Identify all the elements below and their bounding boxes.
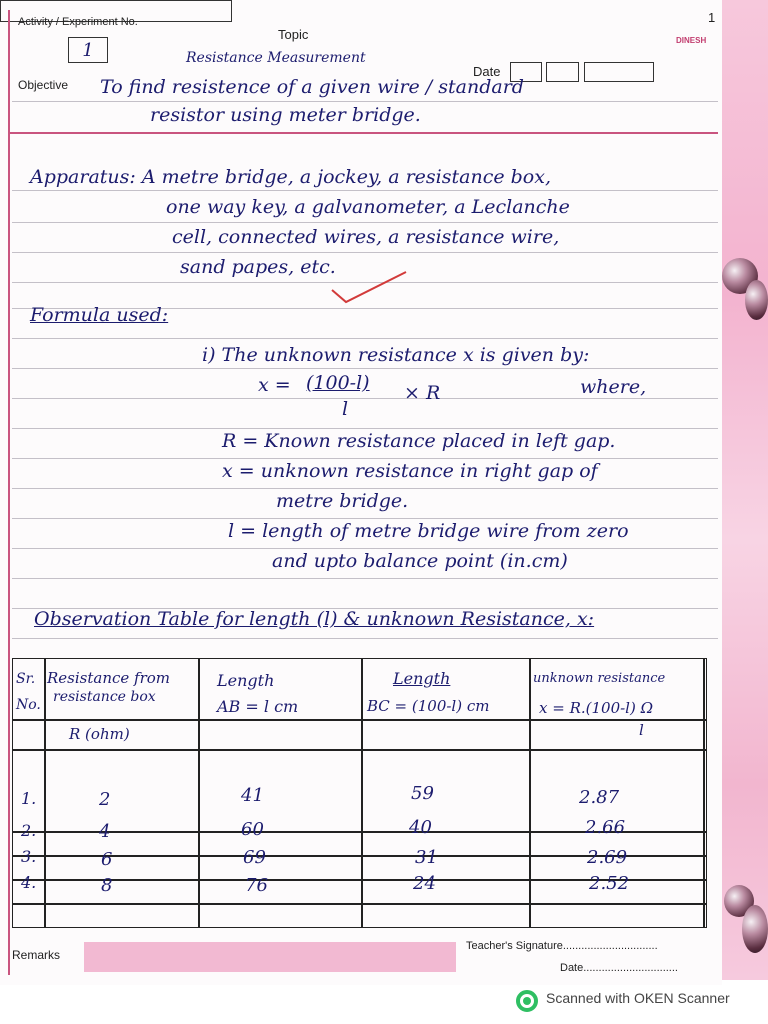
formula-heading: Formula used: [30, 304, 169, 326]
red-check-mark [330, 268, 410, 308]
remarks-box [84, 942, 456, 972]
table-row-divider [13, 903, 706, 905]
table-cell-ab: 41 [241, 785, 264, 806]
table-cell-ab: 69 [243, 847, 266, 868]
observation-table [12, 658, 707, 928]
scanner-watermark: Scanned with OKEN Scanner [546, 990, 730, 1006]
ruled-line [12, 488, 718, 489]
table-cell-sr: 2. [21, 821, 37, 840]
section-divider [10, 132, 718, 134]
definition-x-line-1: x = unknown resistance in right gap of [222, 460, 598, 482]
ruled-line [12, 101, 718, 102]
ruled-line [12, 252, 718, 253]
col-header-x-3: l [639, 721, 644, 739]
table-cell-x: 2.69 [587, 847, 628, 868]
ruled-line [12, 458, 718, 459]
table-cell-bc: 40 [409, 817, 432, 838]
col-header-bc-1: Length [393, 669, 451, 688]
table-cell-sr: 4. [21, 873, 37, 892]
ruled-line [12, 548, 718, 549]
formula-intro: i) The unknown resistance x is given by: [202, 344, 590, 366]
experiment-number: 1 [68, 37, 108, 63]
apparatus-line-2: one way key, a galvanometer, a Leclanche [166, 196, 570, 218]
date-box-month [546, 62, 579, 82]
definition-l-line-2: and upto balance point (in.cm) [272, 550, 568, 572]
definition-x-line-2: metre bridge. [276, 490, 409, 512]
ruled-line [12, 398, 718, 399]
date-signature-line: Date............................... [560, 962, 678, 974]
ruled-line [12, 428, 718, 429]
apparatus-line-1: Apparatus: A metre bridge, a jockey, a resistance box, [30, 166, 551, 188]
ruled-line [12, 368, 718, 369]
table-column-divider [703, 659, 705, 927]
table-cell-x: 2.52 [589, 873, 630, 894]
formula-numerator: (100-l) [306, 372, 370, 394]
col-header-sr-1: Sr. [16, 671, 36, 687]
ruled-line [12, 190, 718, 191]
col-header-ab-2: AB = l cm [217, 697, 299, 716]
table-cell-bc: 59 [411, 783, 434, 804]
col-header-sr-2: No. [16, 697, 41, 713]
table-cell-r: 2 [99, 789, 111, 810]
col-header-r-2: resistance box [53, 689, 156, 705]
remarks-label: Remarks [12, 948, 61, 962]
definition-l-line-1: l = length of metre bridge wire from zero [228, 520, 629, 542]
table-cell-r: 4 [99, 821, 111, 842]
ruled-line [12, 638, 718, 639]
objective-label: Objective [18, 78, 69, 92]
page-number: 1 [708, 10, 716, 25]
col-header-bc-2: BC = (100-l) cm [367, 697, 490, 715]
table-column-divider [44, 659, 46, 927]
right-decoration [718, 0, 768, 980]
table-cell-x: 2.66 [585, 817, 626, 838]
table-cell-x: 2.87 [579, 787, 620, 808]
col-header-r-1: Resistance from [47, 669, 171, 687]
table-cell-r: 6 [101, 849, 113, 870]
ornament-ball-icon [742, 905, 768, 953]
table-cell-bc: 24 [413, 873, 436, 894]
table-cell-ab: 60 [241, 819, 264, 840]
topic-value: Resistance Measurement [186, 50, 366, 66]
ornament-ball-icon [745, 280, 768, 320]
ruled-line [12, 578, 718, 579]
table-cell-r: 8 [101, 875, 113, 896]
teacher-signature-line: Teacher's Signature............................... [466, 940, 658, 952]
col-header-ab-1: Length [217, 671, 275, 690]
topic-label: Topic [278, 27, 309, 42]
table-column-divider [361, 659, 363, 927]
table-column-divider [529, 659, 531, 927]
brand-label: DINESH [676, 36, 707, 45]
ruled-line [12, 338, 718, 339]
ruled-line [12, 518, 718, 519]
observation-heading: Observation Table for length (l) & unknown Resistance, x: [34, 608, 595, 630]
col-header-x-1: unknown resistance [533, 671, 666, 686]
formula-lhs: x = [258, 374, 291, 396]
formula-multiplier: × R [404, 382, 441, 404]
table-cell-bc: 31 [415, 847, 438, 868]
date-box-year [584, 62, 654, 82]
table-cell-ab: 76 [245, 875, 268, 896]
apparatus-line-3: cell, connected wires, a resistance wire, [172, 226, 560, 248]
table-cell-sr: 3. [21, 847, 37, 866]
apparatus-line-4: sand papes, etc. [180, 256, 336, 278]
ruled-line [12, 222, 718, 223]
scanner-logo-icon [516, 990, 538, 1012]
table-header-divider [13, 719, 706, 721]
formula-denominator: l [342, 398, 349, 420]
table-cell-sr: 1. [21, 789, 37, 808]
table-column-divider [198, 659, 200, 927]
definition-r: R = Known resistance placed in left gap. [222, 430, 616, 452]
date-label: Date [473, 64, 501, 79]
col-header-r-3: R (ohm) [69, 725, 130, 743]
col-header-x-2: x = R.(100-l) Ω [539, 699, 654, 717]
table-header-divider [13, 749, 706, 751]
objective-line-1: To find resistence of a given wire / standard [100, 76, 524, 98]
activity-label: Activity / Experiment No. [18, 16, 138, 28]
formula-where: where, [580, 376, 647, 398]
objective-line-2: resistor using meter bridge. [150, 104, 421, 126]
